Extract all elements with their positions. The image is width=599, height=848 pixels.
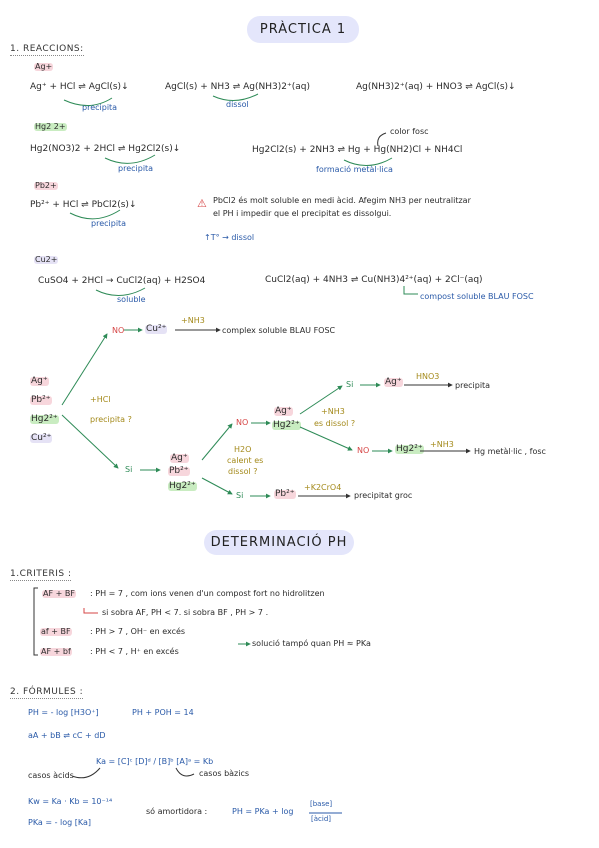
flow-start-ag: Ag⁺ — [31, 376, 48, 386]
hg-reaction-2: Hg2Cl2(s) + 2NH3 ⇌ Hg + Hg(NH2)Cl + NH4Cl — [252, 145, 463, 155]
hg-reaction-1: Hg2(NO3)2 + 2HCl ⇌ Hg2Cl2(s)↓ — [30, 144, 181, 154]
criteri-1: : PH = 7 , com ions venen d'un compost fort no hidrolitzen — [90, 589, 325, 598]
criteris-bracket — [34, 588, 38, 655]
cu-label: Cu2+ — [35, 255, 58, 264]
hg-color-pointer — [378, 133, 386, 146]
cu-arrow-2 — [404, 286, 418, 294]
pb-warning-line-2: el PH i impedir que el precipitat es dissolgui. — [213, 209, 392, 218]
section-criteris: 1.CRITERIS : — [10, 569, 72, 579]
formula-amortidora-num: [base] — [310, 800, 333, 808]
pb-reaction-1: Pb²⁺ + HCl ⇌ PbCl2(s)↓ — [30, 200, 137, 210]
section-title-ph-text: DETERMINACIÓ PH — [210, 535, 348, 550]
flow-start-cu: Cu²⁺ — [31, 433, 52, 443]
criteri-2: : PH > 7 , OH⁻ en excés — [90, 627, 186, 636]
flow-start-pb: Pb²⁺ — [31, 395, 51, 405]
pb-temp-note: ↑T° → dissol — [204, 233, 255, 242]
flow-calent: calent es — [227, 456, 264, 465]
pb-arrow-1 — [70, 210, 120, 219]
flow-groc: precipitat groc — [354, 491, 413, 500]
formula-ph: PH = - log [H3O⁺] — [28, 708, 99, 717]
formula-ph-poh: PH + POH = 14 — [132, 708, 194, 717]
flow-nh3-top: +NH3 — [181, 316, 205, 325]
flow-aghg-hg: Hg2²⁺ — [273, 420, 300, 430]
flow-no-2: NO — [236, 418, 249, 427]
label-amortidora: só amortidora : — [146, 807, 208, 816]
flow-h2o: H2O — [234, 445, 252, 454]
flow-no-3: NO — [357, 446, 370, 455]
ag-label: Ag+ — [35, 62, 53, 71]
cu-reaction-2-note: compost soluble BLAU FOSC — [420, 292, 534, 301]
flow-nh3-mid: +NH3 — [321, 407, 345, 416]
flow-mid-pb: Pb²⁺ — [169, 466, 189, 476]
ag-reaction-1: Ag⁺ + HCl ⇌ AgCl(s)↓ — [30, 82, 129, 92]
page-title-text: PRÀCTICA 1 — [259, 22, 347, 37]
cu-reaction-1: CuSO4 + 2HCl → CuCl2(aq) + H2SO4 — [38, 276, 206, 286]
criteri-3-note: solució tampó quan PH ≈ PKa — [252, 639, 371, 648]
flow-complex: complex soluble BLAU FOSC — [222, 326, 336, 335]
criteri-1b: si sobra AF, PH < 7. si sobra BF , PH > 7 . — [102, 608, 269, 617]
flow-precipita: precipita — [455, 381, 491, 390]
criteri-2-tag: af + BF — [41, 627, 71, 636]
flow-no-1: NO — [112, 326, 125, 335]
ag-reaction-1-note: precipita — [82, 103, 118, 112]
flow-mid-ag: Ag⁺ — [171, 453, 188, 463]
formula-equilibri: aA + bB ⇌ cC + dD — [28, 731, 106, 740]
section-formules: 2. FÓRMULES : — [10, 687, 84, 697]
criteri-1-tag: AF + BF — [43, 589, 75, 598]
flow-ag-ion: Ag⁺ — [385, 377, 402, 387]
ag-arrow-1 — [64, 98, 112, 106]
formula-pka: PKa = - log [Ka] — [28, 818, 92, 827]
hg-reaction-2-note: formació metàl·lica — [316, 165, 393, 174]
flow-es-dissol: es dissol ? — [314, 419, 356, 428]
criteri-3-tag: AF + bf — [41, 647, 71, 656]
flow-nh3-hg: +NH3 — [430, 440, 454, 449]
ag-arrow-2 — [213, 94, 258, 101]
formula-amortidora: PH = PKa + log — [232, 807, 294, 816]
pb-warning-line-1: PbCl2 és molt soluble en medi àcid. Afegim NH3 per neutralitzar — [213, 196, 471, 205]
flow-si-2: Si — [346, 380, 354, 389]
formula-kw: Kw = Ka · Kb = 10⁻¹⁴ — [28, 797, 113, 806]
flow-hno3: HNO3 — [416, 372, 440, 381]
label-casos-bazics: casos bàzics — [199, 769, 250, 778]
pb-label: Pb2+ — [35, 181, 57, 190]
formula-ka: Ka = [C]ᶜ [D]ᵈ / [B]ᵇ [A]ᵃ = Kb — [96, 757, 214, 766]
flow-start-hg: Hg2²⁺ — [31, 414, 58, 424]
criteri-1-branch — [84, 608, 98, 613]
flow-hcl: +HCl — [90, 395, 111, 404]
ag-reaction-3: Ag(NH3)2⁺(aq) + HNO3 ⇌ AgCl(s)↓ — [356, 82, 516, 92]
ag-reaction-2-note: dissol — [226, 100, 249, 109]
hg-label: Hg2 2+ — [35, 122, 66, 131]
cu-reaction-2: CuCl2(aq) + 4NH3 ⇌ Cu(NH3)4²⁺(aq) + 2Cl⁻(aq) — [265, 275, 483, 285]
hg-reaction-1-note: precipita — [118, 164, 154, 173]
warning-icon: ⚠ — [197, 197, 207, 210]
hg-color-tag: color fosc — [390, 127, 429, 136]
acids-arrow — [72, 768, 100, 778]
pb-reaction-1-note: precipita — [91, 219, 127, 228]
flow-precipita-q: precipita ? — [90, 415, 132, 424]
flow-cu-ion: Cu²⁺ — [146, 324, 167, 334]
criteri-3: : PH < 7 , H⁺ en excés — [90, 647, 179, 656]
hg-arrow-2 — [344, 158, 392, 166]
hg-arrow-1 — [105, 155, 155, 163]
cu-reaction-1-note: soluble — [117, 295, 146, 304]
flow-dissol-q: dissol ? — [228, 467, 258, 476]
flow-si-3: Si — [236, 491, 244, 500]
flow-pb-ion: Pb²⁺ — [275, 489, 295, 499]
formula-amortidora-den: [àcid] — [311, 815, 331, 823]
flow-aghg-ag: Ag⁺ — [275, 406, 292, 416]
flow-mid-hg: Hg2²⁺ — [169, 481, 196, 491]
label-casos-acids: casos àcids — [28, 771, 74, 780]
section-reaccions: 1. REACCIONS: — [10, 44, 84, 54]
cu-arrow-1 — [96, 288, 145, 296]
flow-hg-ion: Hg2²⁺ — [396, 444, 423, 454]
bazics-arrow — [176, 768, 194, 776]
flow-si-1: Si — [125, 465, 133, 474]
ag-reaction-2: AgCl(s) + NH3 ⇌ Ag(NH3)2⁺(aq) — [165, 82, 310, 92]
flow-k2cro4: +K2CrO4 — [304, 483, 342, 492]
flow-hg-result: Hg metàl·lic , fosc — [474, 447, 546, 456]
